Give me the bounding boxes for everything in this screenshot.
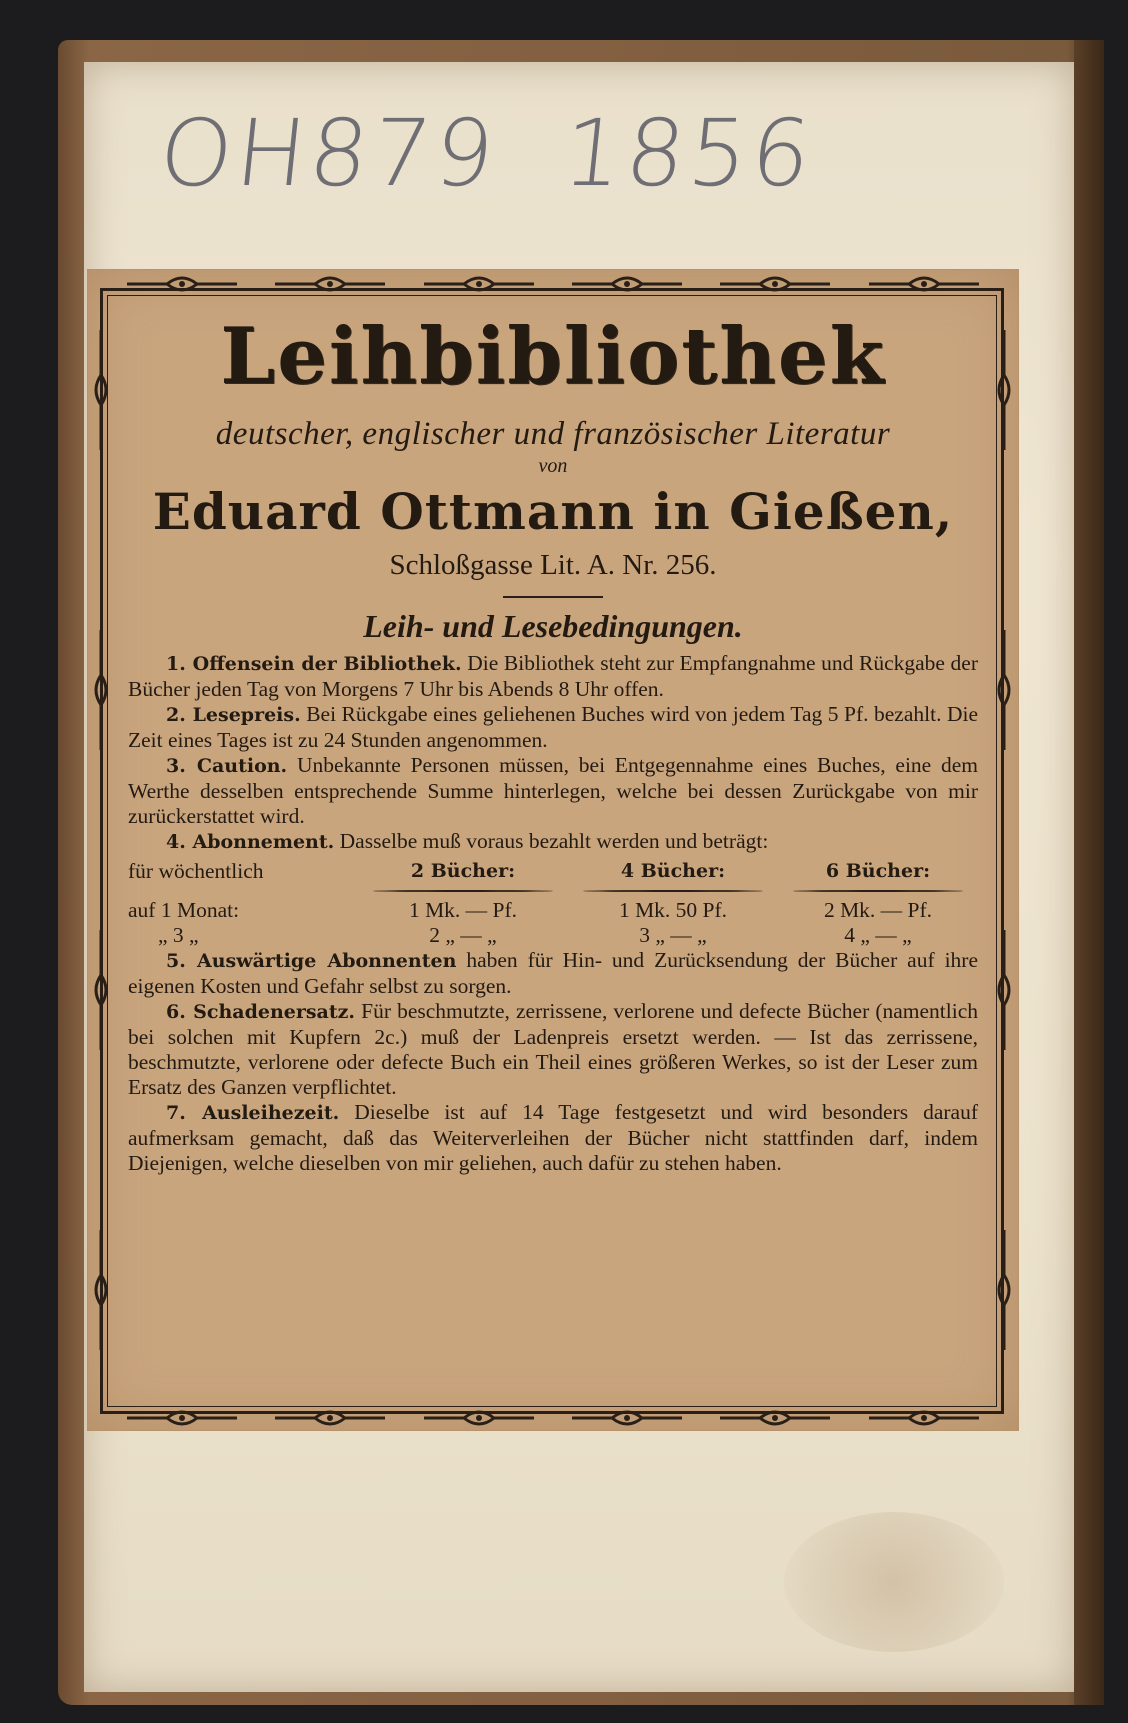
spine-edge [1074, 40, 1104, 1705]
side-ornament-icon [994, 330, 1014, 450]
ornament-icon [127, 1408, 237, 1428]
handwritten-shelfmark [154, 100, 819, 207]
side-ornament-icon [91, 930, 111, 1050]
rule-item [128, 999, 978, 1100]
label-von: von [538, 455, 568, 477]
ornament-icon [275, 274, 385, 294]
ornament-icon [424, 1408, 534, 1428]
subscription-row [128, 898, 978, 923]
shelfmark-text: OH879 [154, 100, 503, 207]
side-ornament-icon [91, 330, 111, 450]
subscription-price: 1 Mk. — Pf. [408, 898, 518, 922]
ornament-icon [720, 274, 830, 294]
rules-list [128, 651, 978, 1176]
rule-text: Dasselbe muß voraus bezahlt werden und beträgt: [334, 829, 769, 853]
ornament-icon [275, 1408, 385, 1428]
rule-item [128, 1100, 978, 1176]
rule-lead: 5. Auswärtige Abonnenten [166, 950, 457, 972]
rule-item [128, 702, 978, 753]
subscription-header [128, 859, 978, 884]
top-ornament-row [108, 272, 998, 296]
rule-lead: 3. Caution. [166, 755, 288, 777]
label-subtitle: deutscher, englischer und französischer Literatur [215, 416, 891, 452]
rule-lead: 1. Offensein der Bibliothek. [166, 653, 462, 675]
ornament-icon [127, 274, 237, 294]
subscription-price: 1 Mk. 50 Pf. [618, 898, 728, 922]
subscription-period: auf 1 Monat: [128, 898, 240, 922]
subscription-price: 4 „ — „ [844, 923, 912, 947]
side-ornament-icon [994, 1230, 1014, 1350]
subscription-row [128, 923, 978, 948]
section-title: Leih- und Lesebedingungen. [363, 608, 743, 644]
subscription-header-cell: 2 Bücher: [358, 859, 568, 884]
ornament-icon [720, 1408, 830, 1428]
side-ornament-icon [91, 1230, 111, 1350]
rule-text: Bei Rückgabe eines geliehenen Buches wird von jedem Tag 5 Pf. bezahlt. Die Zeit eines Tages ist zu 24 Stunden angenommen. [128, 702, 978, 752]
subscription-price: 2 Mk. — Pf. [823, 898, 933, 922]
subscription-period: „ 3 „ [158, 923, 199, 947]
rule-item [128, 753, 978, 829]
subscription-header-cell: 6 Bücher: [778, 859, 978, 884]
subscription-header-cell: 4 Bücher: [568, 859, 778, 884]
divider [503, 596, 603, 598]
side-ornament-icon [91, 630, 111, 750]
handwritten-note: 1856 [558, 100, 820, 207]
stain [784, 1512, 1004, 1652]
bottom-ornament-row [108, 1406, 998, 1430]
owner-name: Eduard Ottmann in Gießen, [152, 482, 954, 541]
rule-lead: 7. Ausleihezeit. [166, 1102, 340, 1124]
rule-lead: 4. Abonnement. [166, 831, 335, 853]
rule-text: Dieselbe ist auf 14 Tage festgesetzt und wird besonders darauf aufmerksam gemacht, daß das Weiterverleihen der Bücher nicht stattfinden darf, indem Diejenigen, welche dieselben von mir geliehen, auch dafür zu stehen haben. [128, 1100, 978, 1175]
rule-item [128, 948, 978, 999]
ornament-icon [424, 274, 534, 294]
owner-address: Schloßgasse Lit. A. Nr. 256. [389, 549, 717, 581]
rule-text: haben für Hin- und Zurücksendung der Bücher auf ihre eigenen Kosten und Gefahr selbst zu sorgen. [128, 948, 978, 998]
subscription-price: 3 „ — „ [639, 923, 707, 947]
library-label [88, 270, 1018, 1430]
rule-lead: 6. Schadenersatz. [166, 1001, 356, 1023]
side-ornament-icon [994, 930, 1014, 1050]
rule-item [128, 651, 978, 702]
label-title: Leihbibliothek [220, 311, 886, 402]
rule-text: Unbekannte Personen müssen, bei Entgegennahme eines Buches, eine dem Werthe desselben entsprechende Summe hinterlegen, welche bei dessen Zurückgabe von mir zurückerstattet wird. [128, 753, 979, 828]
rule-text: Die Bibliothek steht zur Empfangnahme und Rückgabe der Bücher jeden Tag von Morgens 7 Uhr bis Abends 8 Uhr offen. [128, 651, 979, 701]
ornament-icon [572, 1408, 682, 1428]
ornament-icon [572, 274, 682, 294]
rule-item [128, 829, 978, 855]
rule-lead: 2. Lesepreis. [166, 704, 301, 726]
label-content [128, 310, 978, 1390]
side-ornament-icon [994, 630, 1014, 750]
ornament-icon [869, 274, 979, 294]
subscription-label: für wöchentlich [128, 859, 264, 883]
subscription-price: 2 „ — „ [429, 923, 497, 947]
ornament-icon [869, 1408, 979, 1428]
rule-text: Für beschmutzte, zerrissene, verlorene und defecte Bücher (namentlich bei solchen mit Kupfern 2c.) muß der Ladenpreis ersetzt werden. — Ist das zerrissene, beschmutzte, verlorene oder defecte Buch ein Theil eines größeren Werkes, so ist der Leser zum Ersatz des Ganzen verpflichtet. [128, 999, 979, 1099]
